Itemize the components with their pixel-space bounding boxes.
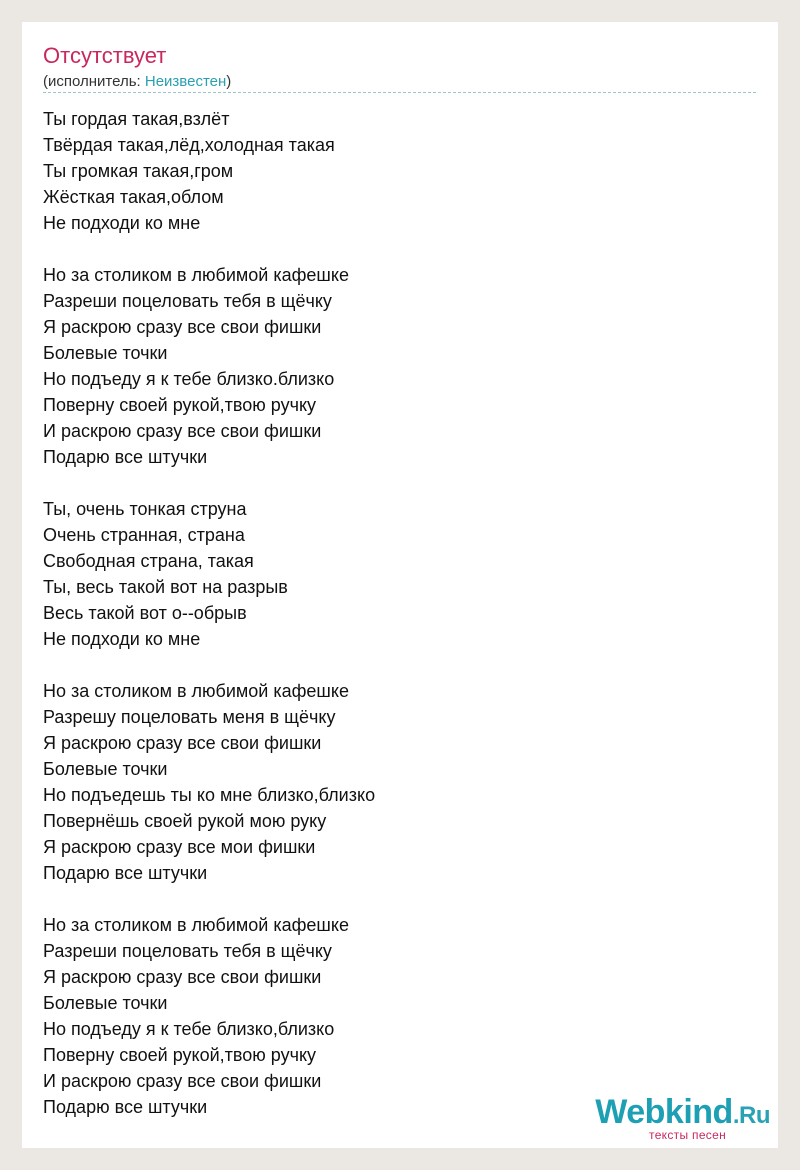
lyric-line: Болевые точки xyxy=(43,343,168,363)
lyric-line: Не подходи ко мне xyxy=(43,213,201,233)
lyric-line: Повернёшь своей рукой мою руку xyxy=(43,811,327,831)
lyric-line: Я раскрою сразу все свои фишки xyxy=(43,733,322,753)
lyric-line: Ты, весь такой вот на разрыв xyxy=(43,577,288,597)
logo-main-text: Webkind xyxy=(595,1093,733,1131)
stanza-gap xyxy=(43,886,375,912)
lyric-line: Но за столиком в любимой кафешке xyxy=(43,915,349,935)
lyric-line: Болевые точки xyxy=(43,759,168,779)
lyric-line: Весь такой вот о--обрыв xyxy=(43,603,247,623)
stanza-gap xyxy=(43,470,375,496)
lyric-line: Поверну своей рукой,твою ручку xyxy=(43,1045,317,1065)
lyric-line: Но за столиком в любимой кафешке xyxy=(43,265,349,285)
lyric-line: Твёрдая такая,лёд,холодная такая xyxy=(43,135,335,155)
lyric-line: Ты, очень тонкая струна xyxy=(43,499,247,519)
lyric-line: Свободная страна, такая xyxy=(43,551,254,571)
stanza xyxy=(43,106,375,236)
lyric-line: Подарю все штучки xyxy=(43,863,208,883)
lyric-line: Не подходи ко мне xyxy=(43,629,201,649)
artist-line xyxy=(43,72,231,92)
lyrics-text xyxy=(43,106,375,1120)
lyric-line: Разреши поцеловать тебя в щёчку xyxy=(43,291,332,311)
lyric-line: Подарю все штучки xyxy=(43,1097,208,1117)
stanza xyxy=(43,262,375,470)
stanza xyxy=(43,678,375,886)
lyric-line: Я раскрою сразу все мои фишки xyxy=(43,837,316,857)
lyric-line: И раскрою сразу все свои фишки xyxy=(43,1071,322,1091)
stanza xyxy=(43,496,375,652)
lyrics-card xyxy=(22,22,778,1148)
lyric-line: Болевые точки xyxy=(43,993,168,1013)
stanza-gap xyxy=(43,236,375,262)
lyric-line: Но за столиком в любимой кафешке xyxy=(43,681,349,701)
lyric-line: Но подъеду я к тебе близко.близко xyxy=(43,369,335,389)
lyric-line: Подарю все штучки xyxy=(43,447,208,467)
lyric-line: И раскрою сразу все свои фишки xyxy=(43,421,322,441)
lyric-line: Ты гордая такая,взлёт xyxy=(43,109,230,129)
logo-tld: .Ru xyxy=(732,1102,770,1129)
artist-suffix: ) xyxy=(226,73,232,90)
lyric-line: Но подъедешь ты ко мне близко,близко xyxy=(43,785,376,805)
stanza xyxy=(43,912,375,1120)
lyric-line: Разреши поцеловать тебя в щёчку xyxy=(43,941,332,961)
lyric-line: Ты громкая такая,гром xyxy=(43,161,234,181)
artist-prefix: (исполнитель: xyxy=(43,73,145,90)
site-logo[interactable] xyxy=(595,1094,770,1142)
lyric-line: Разрешу поцеловать меня в щёчку xyxy=(43,707,336,727)
dashed-divider xyxy=(43,92,756,93)
lyric-line: Очень странная, страна xyxy=(43,525,245,545)
lyric-line: Жёсткая такая,облом xyxy=(43,187,224,207)
logo-tagline: тексты песен xyxy=(649,1128,726,1142)
stanza-gap xyxy=(43,652,375,678)
lyric-line: Я раскрою сразу все свои фишки xyxy=(43,967,322,987)
song-title: Отсутствует xyxy=(43,43,167,68)
artist-link[interactable]: Неизвестен xyxy=(144,73,227,90)
lyric-line: Я раскрою сразу все свои фишки xyxy=(43,317,322,337)
lyric-line: Но подъеду я к тебе близко,близко xyxy=(43,1019,335,1039)
lyric-line: Поверну своей рукой,твою ручку xyxy=(43,395,317,415)
